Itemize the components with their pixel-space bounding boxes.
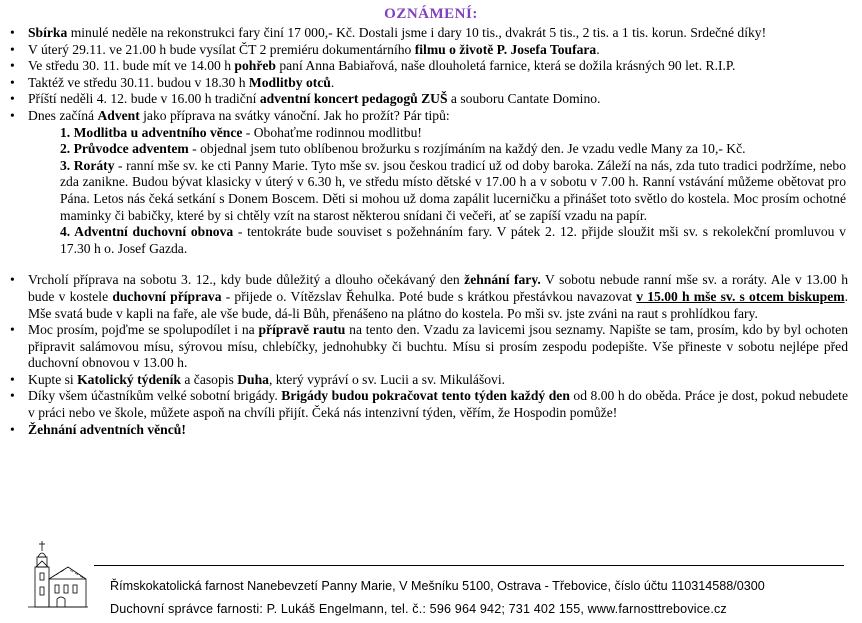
tip-item: 3. Roráty - ranní mše sv. ke cti Panny Marie. Tyto mše sv. jsou českou tradicí už od doby baroka. Záleží na nás, zda tuto tradici podržíme, nebo zda zanikne. Budou bývat klasicky v úterý v 6.30 h, ve středu místo dětské v 17.00 h a v sobotu v 7.00 h. Ranní vstávání můžeme obětovat pro Pána. Letos nás čeká setkání s Donem Boscem. Děti si mohou už doma zapálit lucerničku a přinášet toto světlo do kostela. Moc prosím ochotné maminky či babičky, které by si chtěly vzít na starost některou snídani či večeři, ať se zapíší vzadu na papír. — [60, 157, 847, 223]
tip-item: 4. Adventní duchovní obnova - tentokráte bude souviset s požehnáním fary. V pátek 2. 12. přijde sloužit mši sv. s rekolekční promluvou v 17.30 h o. Josef Gazda. — [60, 224, 846, 256]
list-item: • Příští neděli 4. 12. bude v 16.00 h tradiční adventní koncert pedagogů ZUŠ a souboru Cantate Domino. — [10, 91, 601, 107]
list-item: • Díky všem účastníkům velké sobotní brigády. Brigády budou pokračovat tento týden každý den od 8.00 h do oběda. Práce je dost, pokud nebudete v práci nebo ve škole, můžete aspoň na chvíli přijít. Čeká nás intenzivní týden, věřím, že Hospodin pomůže! — [10, 388, 848, 421]
list-item: • Moc prosím, pojďme se spolupodílet i na přípravě rautu na tento den. Vzadu za lavicemi jsou seznamy. Napište se tam, prosím, kdo by byl ochoten připravit salámovou mísu, sýrovou mísu, chlebíčky, jednohubky či buchtu. Mísu si prosím zespodu podepište. Vše přineste v sobotu nejlépe před duchovní obnovou v 13.00 h. — [10, 322, 848, 371]
spacer — [10, 257, 848, 272]
list-item: • Dnes začíná Advent jako příprava na svátky vánoční. Jak ho prožít? Pár tipů: — [10, 107, 450, 123]
list-item: • Vrcholí příprava na sobotu 3. 12., kdy bude důležitý a dlouho očekávaný den žehnání fary. V sobotu nebude ranní mše sv. a roráty. Ale v 13.00 h bude v kostele duchovní příprava - přijede o. Vítězslav Řehulka. Poté bude s krátkou přestávkou navazovat v 15.00 h mše sv. s otcem biskupem. Mše svatá bude v kapli na faře, ale vše bude, dá-li Bůh, přenášeno na plátno do kostela. Po mši sv. jste zváni na raut s prohlídkou fary. — [10, 272, 849, 321]
bullet-icon: • — [10, 272, 15, 288]
bullet-icon: • — [10, 371, 15, 387]
page-title: OZNÁMENÍ: — [384, 6, 478, 22]
bullet-icon: • — [10, 107, 15, 123]
announcement-list — [10, 25, 848, 438]
list-item: • Taktéž ve středu 30.11. budou v 18.30 h Modlitby otců. — [10, 74, 335, 90]
bullet-icon: • — [10, 388, 15, 404]
tip-item: 1. Modlitba u adventního věnce - Obohaťme rodinnou modlitbu! — [60, 124, 422, 140]
list-item: • Ve středu 30. 11. bude mít ve 14.00 h pohřeb paní Anna Babiařová, naše dlouholetá farnice, která se dožila krásných 90 let. R.I.P. — [10, 58, 736, 74]
list-item: • Žehnání adventních věnců! — [10, 421, 186, 437]
footer-divider — [94, 565, 844, 566]
bullet-icon: • — [10, 25, 15, 40]
footer-address: Římskokatolická farnost Nanebevzetí Panny Marie, V Mešníku 5100, Ostrava - Třebovice, číslo účtu 110314588/0300 — [110, 579, 765, 593]
list-item: • Sbírka minulé neděle na rekonstrukci fary činí 17 000,- Kč. Dostali jsme i dary 10 tis., dvakrát 5 tis., 2 tis. a 1 tis. korun. Srdečné díky! — [10, 25, 767, 40]
church-logo-icon — [28, 539, 88, 609]
tip-item: 2. Průvodce adventem - objednal jsem tuto oblíbenou brožurku s rozjímáním na každý den. Je vzadu vedle Many za 10,- Kč. — [60, 141, 746, 157]
bullet-icon: • — [10, 74, 15, 90]
bullet-icon: • — [10, 58, 15, 74]
bullet-icon: • — [10, 322, 15, 338]
bullet-icon: • — [10, 91, 15, 107]
list-item: • Kupte si Katolický týdeník a časopis Duha, který vypráví o sv. Lucii a sv. Mikulášovi. — [10, 371, 506, 387]
bullet-icon: • — [10, 421, 15, 437]
list-item: • V úterý 29.11. ve 21.00 h bude vysílat ČT 2 premiéru dokumentárního filmu o životě P. Josefa Toufara. — [10, 41, 600, 57]
footer-contact: Duchovní správce farnosti: P. Lukáš Engelmann, tel. č.: 596 964 942; 731 402 155, www.farnosttrebovice.cz — [110, 602, 727, 616]
bullet-icon: • — [10, 41, 15, 57]
